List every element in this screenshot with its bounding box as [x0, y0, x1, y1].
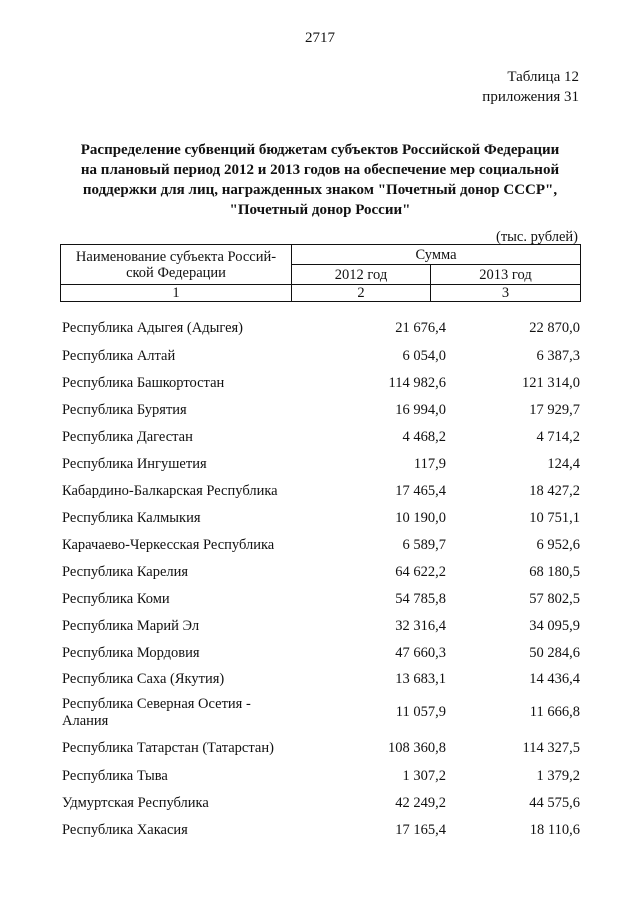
units-note: (тыс. рублей): [496, 229, 578, 245]
row-value-2012: 11 057,9: [395, 704, 446, 720]
row-value-2013: 57 802,5: [529, 591, 580, 607]
row-value-2013: 44 575,6: [529, 795, 580, 811]
row-value-2012: 16 994,0: [395, 402, 446, 418]
row-value-2012: 4 468,2: [402, 429, 446, 445]
table-reference: [482, 67, 579, 107]
row-value-2012: 114 982,6: [388, 375, 446, 391]
row-value-2013: 17 929,7: [529, 402, 580, 418]
row-value-2013: 124,4: [547, 456, 580, 472]
row-subject-name: Республика Тыва: [62, 768, 168, 784]
row-subject-name: Республика Алтай: [62, 347, 176, 364]
document-title: [60, 140, 580, 220]
title-line-3: поддержки для лиц, награжденных знаком "Почетный донор СССР",: [82, 182, 558, 198]
row-value-2013: 1 379,2: [536, 768, 580, 784]
row-value-2012: 6 054,0: [402, 347, 446, 364]
table-row: [62, 667, 580, 692]
row-subject-name: Республика Бурятия: [62, 402, 187, 418]
header-year-2013: 2013 год: [431, 265, 581, 285]
row-value-2013: 18 110,6: [529, 822, 580, 838]
row-subject-name: Карачаево-Черкесская Республика: [62, 537, 275, 553]
row-subject-name: Республика Саха (Якутия): [62, 671, 225, 687]
row-value-2013: 4 714,2: [536, 429, 580, 445]
row-subject-name: Республика Башкортостан: [62, 375, 225, 391]
row-value-2013: 6 387,3: [536, 347, 580, 364]
row-value-2012: 10 190,0: [395, 510, 446, 526]
table-row: [62, 763, 580, 790]
table-row: [62, 342, 580, 370]
row-subject-name: Республика Северная Осетия - Алания: [62, 695, 251, 729]
row-value-2013: 11 666,8: [529, 704, 580, 720]
table-row: [62, 640, 580, 667]
row-value-2012: 108 360,8: [388, 739, 446, 756]
row-value-2012: 117,9: [413, 456, 446, 472]
row-value-2012: 17 465,4: [395, 483, 446, 499]
table-row: [62, 478, 580, 505]
row-value-2013: 34 095,9: [529, 618, 580, 634]
header-sum: Сумма: [292, 245, 581, 265]
header-year-2012: 2012 год: [292, 265, 431, 285]
title-line-1: Распределение субвенций бюджетам субъектов Российской Федерации: [80, 142, 560, 158]
row-subject-name: Республика Хакасия: [62, 822, 188, 838]
row-value-2013: 14 436,4: [529, 671, 580, 687]
row-value-2012: 47 660,3: [395, 645, 446, 661]
row-value-2012: 54 785,8: [395, 591, 446, 607]
row-value-2012: 13 683,1: [395, 671, 446, 687]
row-subject-name: Республика Мордовия: [62, 645, 200, 661]
table-row: [62, 505, 580, 532]
row-value-2013: 6 952,6: [536, 537, 580, 553]
table-row: [62, 451, 580, 478]
table-reference-line-1: Таблица 12: [507, 69, 579, 85]
row-value-2013: 22 870,0: [529, 319, 580, 336]
table-row: [62, 817, 580, 844]
row-value-2012: 21 676,4: [395, 319, 446, 336]
row-value-2013: 10 751,1: [529, 510, 580, 526]
row-subject-name: Республика Адыгея (Адыгея): [62, 319, 244, 336]
table-row: [62, 733, 580, 763]
row-value-2013: 121 314,0: [522, 375, 580, 391]
row-subject-name: Республика Татарстан (Татарстан): [62, 739, 274, 756]
row-value-2013: 50 284,6: [529, 645, 580, 661]
row-value-2012: 64 622,2: [395, 564, 446, 580]
header-col-number-3: 3: [431, 285, 581, 302]
row-value-2012: 6 589,7: [402, 537, 446, 553]
row-subject-name: Республика Коми: [62, 591, 170, 607]
header-col-number-2: 2: [292, 285, 431, 302]
row-value-2013: 114 327,5: [522, 739, 580, 756]
table-row: [62, 613, 580, 640]
table-row: [62, 559, 580, 586]
table-row: [62, 370, 580, 397]
row-value-2012: 1 307,2: [402, 768, 446, 784]
row-subject-name: Республика Калмыкия: [62, 510, 201, 526]
table-row: [62, 790, 580, 817]
table-body: [62, 314, 580, 844]
header-subject-name-line-2: ской Федерации: [126, 264, 226, 281]
header-subject-name: [61, 245, 292, 285]
row-subject-name: Республика Ингушетия: [62, 456, 207, 472]
row-subject-name: Удмуртская Республика: [62, 795, 209, 811]
table-row: [62, 692, 580, 733]
table-header: [60, 244, 581, 302]
table-row: [62, 397, 580, 424]
table-row: [62, 314, 580, 342]
header-col-number-1: 1: [61, 285, 292, 302]
row-value-2013: 68 180,5: [529, 564, 580, 580]
row-value-2012: 32 316,4: [395, 618, 446, 634]
title-line-4: "Почетный донор России": [229, 202, 411, 218]
table-row: [62, 586, 580, 613]
row-subject-name: Республика Дагестан: [62, 429, 193, 445]
title-line-2: на плановый период 2012 и 2013 годов на обеспечение мер социальной: [80, 162, 560, 178]
row-value-2012: 42 249,2: [395, 795, 446, 811]
row-subject-name: Республика Карелия: [62, 564, 189, 580]
row-subject-name: Республика Марий Эл: [62, 618, 200, 634]
table-row: [62, 532, 580, 559]
page-number: 2717: [305, 30, 335, 46]
row-subject-name: Кабардино-Балкарская Республика: [62, 483, 278, 499]
header-subject-name-line-1: Наименование субъекта Россий-: [75, 248, 277, 265]
row-value-2012: 17 165,4: [395, 822, 446, 838]
table-row: [62, 424, 580, 451]
row-value-2013: 18 427,2: [529, 483, 580, 499]
table-reference-line-2: приложения 31: [482, 89, 579, 105]
